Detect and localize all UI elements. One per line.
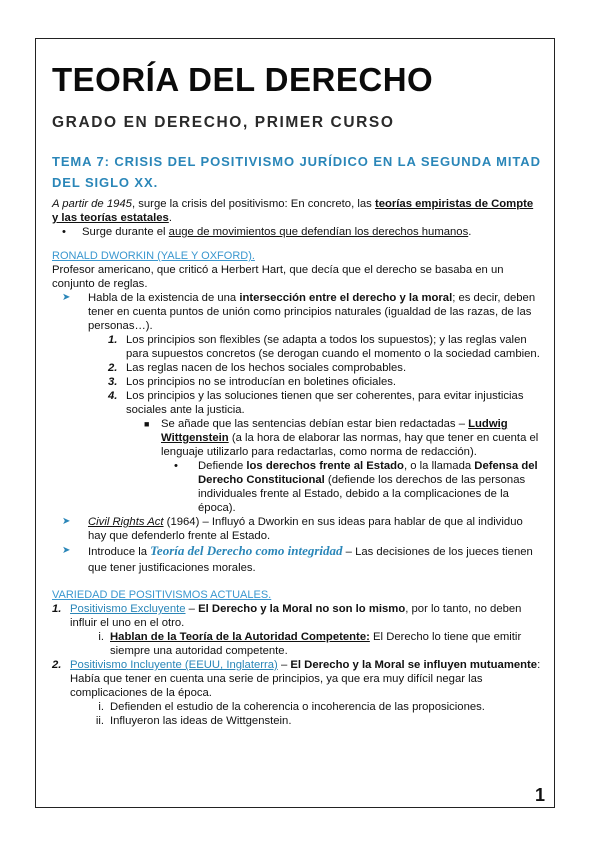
document-title: TEORÍA DEL DERECHO xyxy=(52,61,434,98)
variedad-item-2-sub: i. Defienden el estudio de la coherencia o incoherencia de las proposiciones. xyxy=(98,701,485,713)
variedad-item-2: 2. Positivismo Incluyente (EEUU, Inglaterra) – El Derecho y la Moral se influyen mutuamente: Había que tener en cuenta una serie de principios, ya que era muy difícil negar las complicaciones de la época. xyxy=(52,659,541,699)
bullet-dot-icon: • xyxy=(62,226,66,238)
dworkin-description: Profesor americano, que criticó a Herbert Hart, que decía que el derecho se basaba en un conjunto de reglas. xyxy=(52,264,504,290)
list-item: 1. Los principios son flexibles (se adapta a todos los supuestos); y las reglas valen para supuestos concretos (se derogan cuando el momento o la sociedad cambien. xyxy=(108,334,540,360)
document-body xyxy=(52,62,542,728)
list-item: 3. Los principios no se introducían en boletines oficiales. xyxy=(108,376,397,388)
dworkin-point-3: ➤ Introduce la Teoría del Derecho como integridad – Las decisiones de los jueces tienen que tener justificaciones morales. xyxy=(62,543,533,574)
arrow-bullet-icon: ➤ xyxy=(62,516,71,527)
intro-paragraph: A partir de 1945, surge la crisis del positivismo: En concreto, las teorías empiristas de Compte y las teorías estatales. xyxy=(52,198,534,224)
variedad-item-1-sub: i. Hablan de la Teoría de la Autoridad Competente: El Derecho lo tiene que emitir siempre una autoridad competente. xyxy=(98,631,522,657)
square-bullet-icon: ■ xyxy=(144,419,150,429)
variedad-heading: VARIEDAD DE POSITIVISMOS ACTUALES. xyxy=(52,589,272,601)
square-bullet-item: ■ Se añade que las sentencias debían estar bien redactadas – Ludwig Wittgenstein (a la hora de elaborar las normas, hay que tener en cuenta el lenguaje utilizarlo para redactarlas, como norma de redacción). xyxy=(144,418,539,458)
dworkin-point-2: ➤ Civil Rights Act (1964) – Influyó a Dworkin en sus ideas para hablar de que al individuo hay que defenderlo frente al Estado. xyxy=(62,516,523,542)
intro-bullet: • Surge durante el auge de movimientos que defendían los derechos humanos. xyxy=(62,226,472,238)
list-item: 4. Los principios y las soluciones tienen que ser coherentes, para evitar injusticias sociales ante la justicia. xyxy=(108,390,524,416)
page-number: 1 xyxy=(535,785,546,805)
list-item: 2. Las reglas nacen de los hechos sociales comprobables. xyxy=(108,362,407,374)
variedad-item-2-sub: ii. Influyeron las ideas de Wittgenstein. xyxy=(95,715,292,727)
dot-bullet-item: • Defiende los derechos frente al Estado, o la llamada Defensa del Derecho Constitucional (defiende los derechos de las personas individuales frente al Estado, debido a la complicaciones de la época). xyxy=(174,460,538,514)
document-subtitle: GRADO EN DERECHO, PRIMER CURSO xyxy=(52,114,395,131)
dworkin-numbered-list xyxy=(52,333,542,417)
arrow-bullet-icon: ➤ xyxy=(62,545,71,556)
arrow-bullet-icon: ➤ xyxy=(62,292,71,303)
variedad-item-1: 1. Positivismo Excluyente – El Derecho y la Moral no son lo mismo, por lo tanto, no deben influir el uno en el otro. xyxy=(52,603,522,629)
dworkin-heading: RONALD DWORKIN (YALE Y OXFORD). xyxy=(52,250,255,262)
dworkin-point-1: ➤ Habla de la existencia de una intersección entre el derecho y la moral; es decir, deben tener en cuenta puntos de unión como principios naturales (igualdad de las razas, de las personas…). xyxy=(62,292,536,332)
bullet-dot-icon: • xyxy=(174,460,178,472)
tema-heading: TEMA 7: CRISIS DEL POSITIVISMO JURÍDICO EN LA SEGUNDA MITAD DEL SIGLO XX. xyxy=(52,154,541,190)
